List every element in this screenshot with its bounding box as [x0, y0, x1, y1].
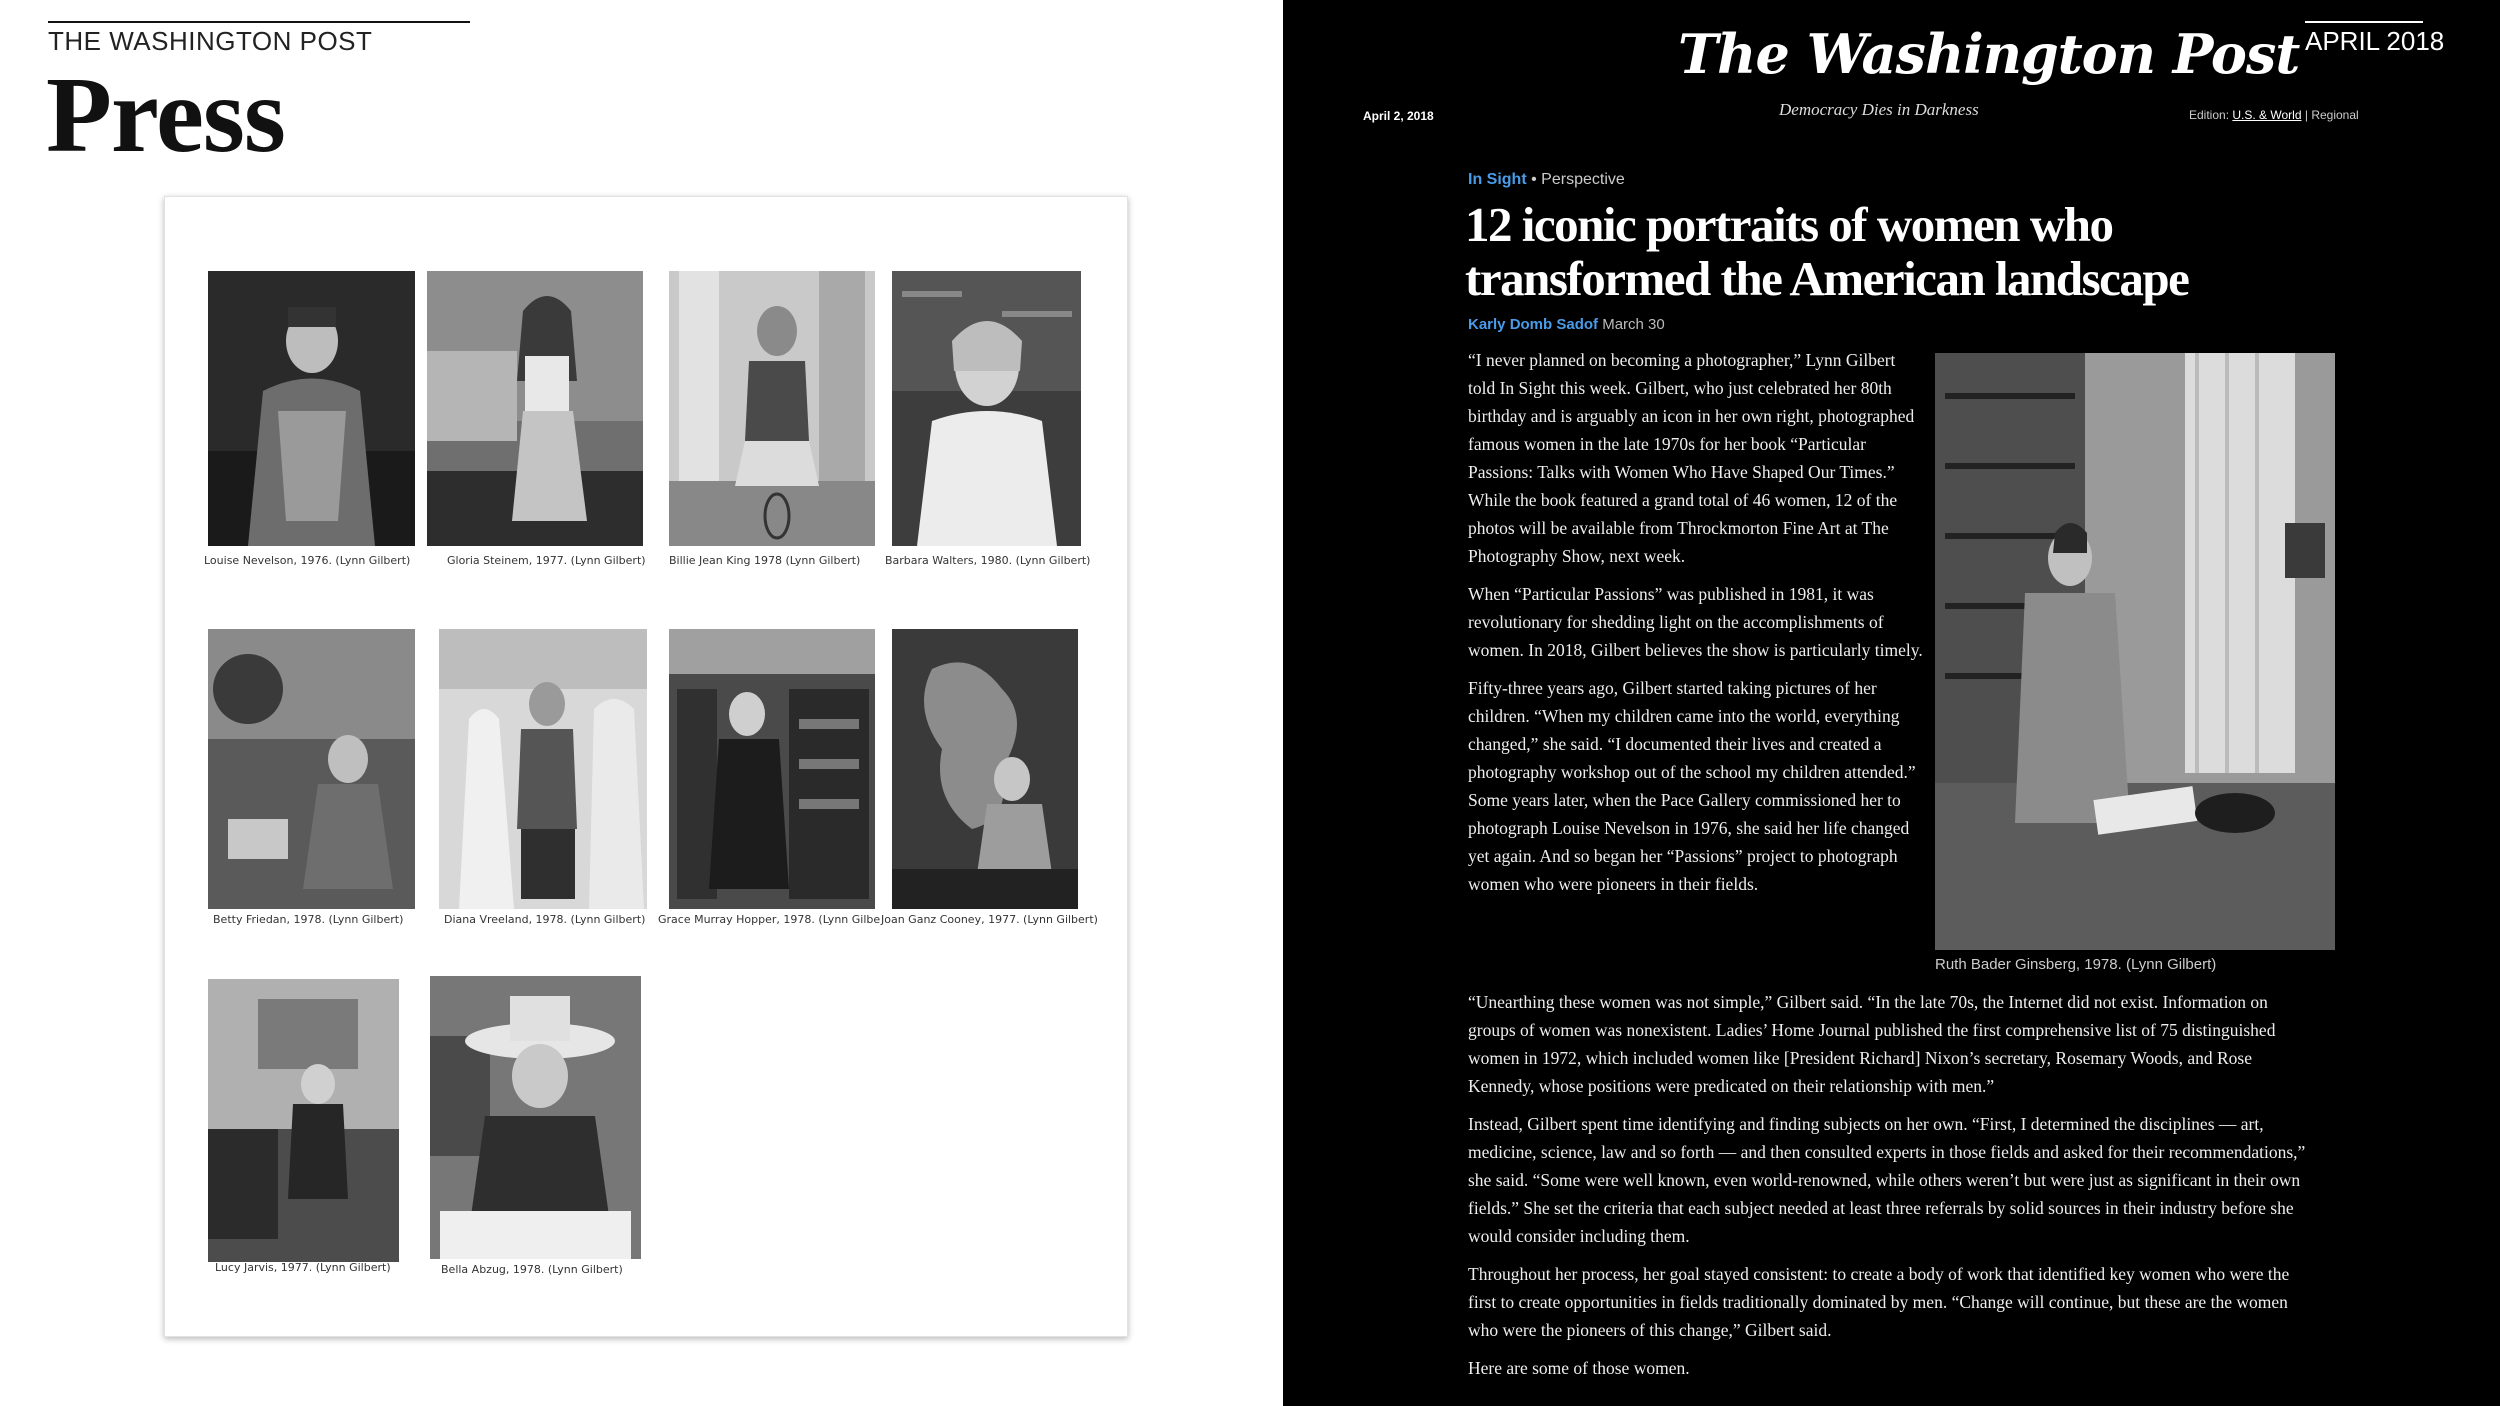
portrait-photo	[669, 629, 875, 909]
portrait-photo	[669, 271, 875, 546]
section-link[interactable]: In Sight	[1468, 171, 1527, 188]
portrait-photo	[892, 271, 1081, 546]
portrait-caption: Louise Nevelson, 1976. (Lynn Gilbert)	[204, 554, 411, 567]
portrait-photo	[427, 271, 643, 546]
contact-sheet	[164, 196, 1128, 1337]
edition-separator: |	[2304, 108, 2308, 122]
edition-selector	[2189, 108, 2359, 122]
issue-date: April 2, 2018	[1363, 109, 1434, 123]
article-paragraph: Instead, Gilbert spent time identifying and finding subjects on her own. “First, I determined the disciplines — art, medicine, science, law and so forth — and then consulted experts in those fields and asked for their recommendations,” she said. “Some were well known, even world-renowned, while others weren’t but were just as significant in their own fields.” She set the criteria that each subject needed at least three referrals by solid sources in their industry before she would consider including them.	[1468, 1114, 2306, 1246]
author-link[interactable]: Karly Domb Sadof	[1468, 316, 1599, 333]
portrait-photo	[430, 976, 641, 1259]
portrait-caption: Betty Friedan, 1978. (Lynn Gilbert)	[213, 913, 404, 926]
feature-photo-caption: Ruth Bader Ginsberg, 1978. (Lynn Gilbert)	[1935, 956, 2217, 973]
portrait-caption: Diana Vreeland, 1978. (Lynn Gilbert)	[444, 913, 646, 926]
portrait-photo	[208, 271, 415, 546]
article-paragraph: When “Particular Passions” was published in 1981, it was revolutionary for shedding light on the accomplishments of women. In 2018, Gilbert believes the show is particularly timely.	[1468, 584, 1923, 660]
edition-label: Edition:	[2189, 108, 2230, 122]
article-kicker	[1468, 171, 1625, 189]
byline	[1468, 316, 1665, 333]
portrait-caption: Barbara Walters, 1980. (Lynn Gilbert)	[885, 554, 1091, 567]
portrait-caption: Joan Ganz Cooney, 1977. (Lynn Gilbert)	[881, 913, 1098, 926]
article-paragraph: “Unearthing these women was not simple,” Gilbert said. “In the late 70s, the Internet did not exist. Information on groups of women was nonexistent. Ladies’ Home Journal published the first comprehensive list of 75 distinguished women in 1972, which included women like [President Richard] Nixon’s secretary, Rosemary Woods, and Rose Kennedy, whose positions were predicated on their relationship with men.”	[1468, 992, 2276, 1096]
article-paragraph: Fifty-three years ago, Gilbert started taking pictures of her children. “When my children came into the world, everything changed,” she said. “I documented their lives and created a photography workshop out of the school my children attended.” Some years later, when the Pace Gallery commissioned her to photograph Louise Nevelson in 1976, she said her life changed yet again. And so began her “Passions” project to photograph women who were pioneers in their fields.	[1468, 678, 1916, 894]
portrait-caption: Grace Murray Hopper, 1978. (Lynn Gilbe	[658, 913, 881, 926]
portrait-caption: Billie Jean King 1978 (Lynn Gilbert)	[669, 554, 861, 567]
article-paragraph: “I never planned on becoming a photographer,” Lynn Gilbert told In Sight this week. Gilbert, who just celebrated her 80th birthday and is arguably an icon in her own right, photographed famous women in the late 1970s for her book “Particular Passions: Talks with Women Who Have Shaped Our Times.” While the book featured a grand total of 46 women, 12 of the photos will be available from Throckmorton Fine Art at The Photography Show, next week.	[1468, 350, 1915, 566]
edition-regional-link[interactable]: Regional	[2311, 108, 2359, 122]
portrait-caption: Lucy Jarvis, 1977. (Lynn Gilbert)	[215, 1261, 391, 1274]
portrait-photo	[208, 629, 415, 909]
portrait-photo	[892, 629, 1078, 909]
portrait-caption: Bella Abzug, 1978. (Lynn Gilbert)	[441, 1263, 623, 1276]
article-headline: 12 iconic portraits of women who transformed the American landscape	[1465, 197, 2189, 306]
subsection-label: Perspective	[1541, 171, 1625, 188]
masthead-logo[interactable]: The Washington Post	[1678, 22, 2300, 86]
portrait-photo	[439, 629, 647, 909]
article-body-column	[1468, 346, 1923, 908]
press-title: Press	[46, 56, 285, 175]
portrait-caption: Gloria Steinem, 1977. (Lynn Gilbert)	[447, 554, 646, 567]
publication-name: THE WASHINGTON POST	[48, 26, 373, 56]
tagline: Democracy Dies in Darkness	[1779, 100, 1979, 119]
portrait-photo	[208, 979, 399, 1262]
article-paragraph: Here are some of those women.	[1468, 1358, 1690, 1378]
edition-us-world-link[interactable]: U.S. & World	[2232, 108, 2302, 122]
month-rule	[2305, 21, 2423, 23]
publication-rule	[48, 21, 470, 23]
article-date: March 30	[1602, 316, 1665, 333]
kicker-bullet: •	[1531, 171, 1537, 188]
article-body-full	[1468, 988, 2318, 1392]
article-panel	[1283, 0, 2500, 1406]
issue-month: APRIL 2018	[2305, 26, 2445, 56]
article-paragraph: Throughout her process, her goal stayed consistent: to create a body of work that identified key women who were the first to create opportunities in fields traditionally dominated by men. “Change will continue, but these are the women who were the pioneers of this change,” Gilbert said.	[1468, 1264, 2290, 1340]
feature-photo	[1935, 353, 2335, 950]
